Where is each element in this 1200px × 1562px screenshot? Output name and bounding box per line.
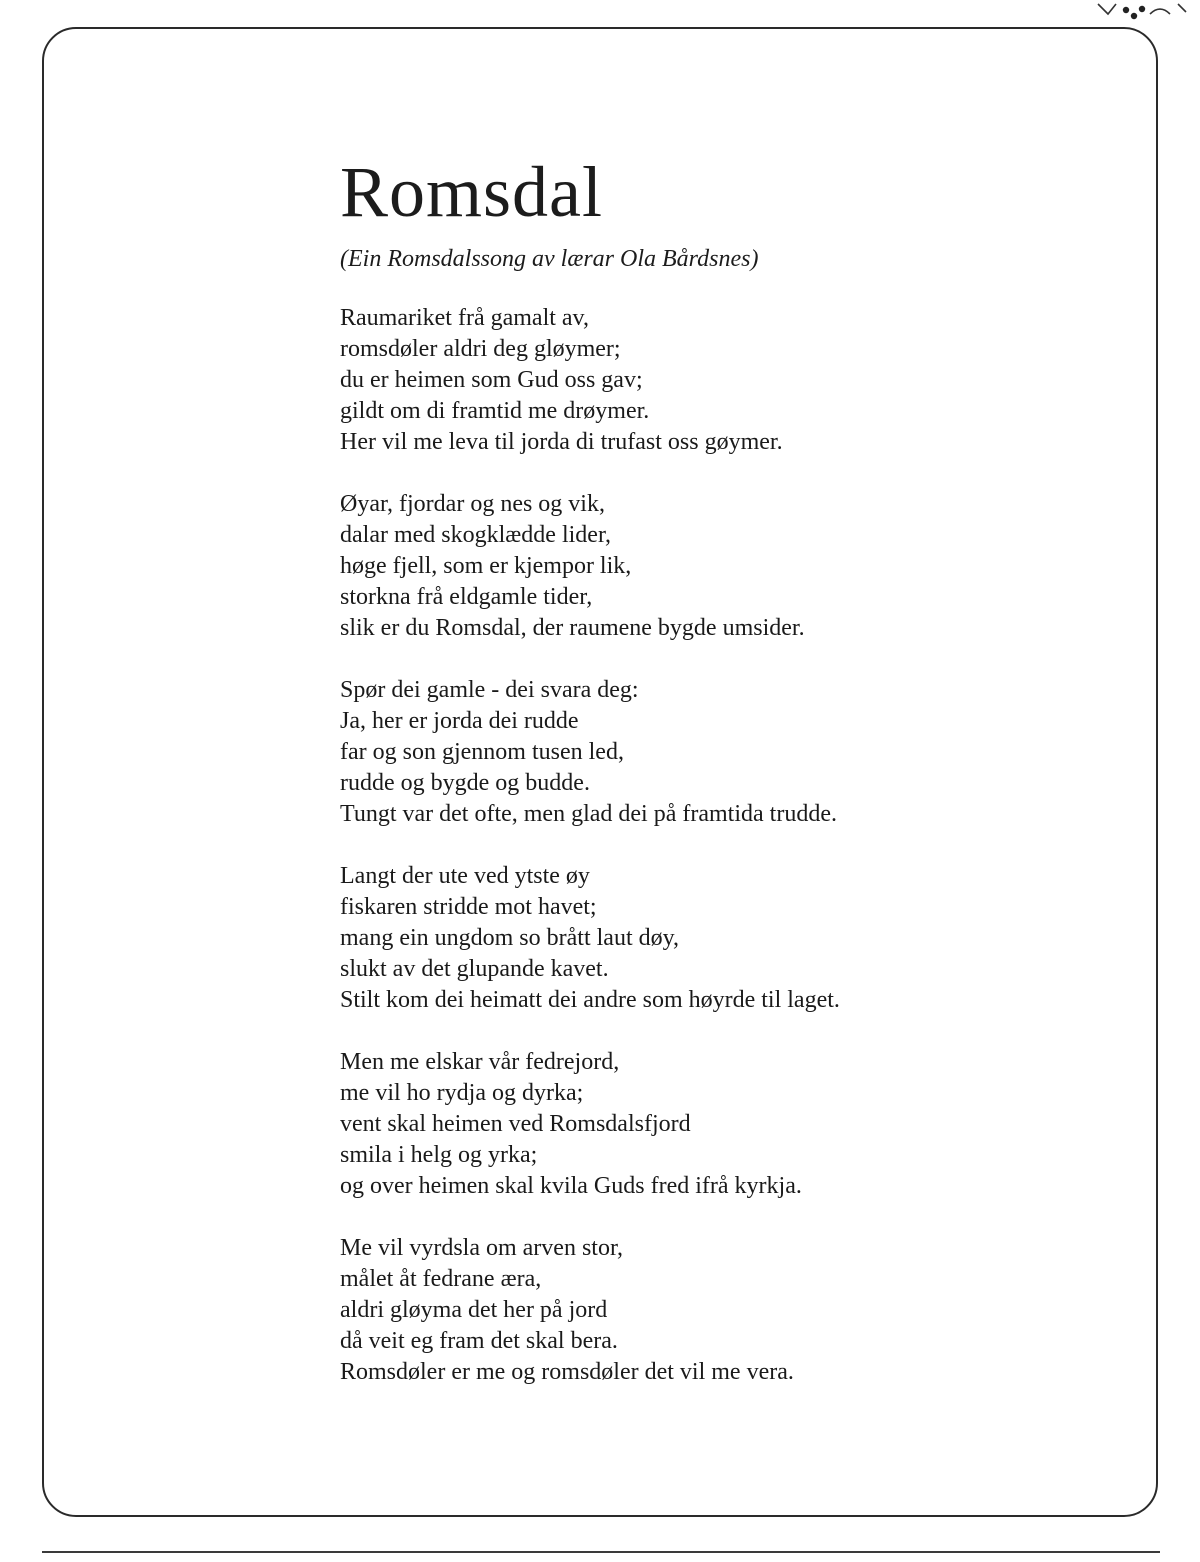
poem-line: fiskaren stridde mot havet; [340,894,597,920]
poem-line: me vil ho rydja og dyrka; [340,1080,584,1106]
stanza-2 [340,489,1100,644]
poem-line: dalar med skogklædde lider, [340,522,611,548]
poem-line: Her vil me leva til jorda di trufast oss gøymer. [340,429,783,455]
poem-line: målet åt fedrane æra, [340,1266,542,1292]
poem-line: romsdøler aldri deg gløymer; [340,336,621,362]
poem-line: far og son gjennom tusen led, [340,739,624,765]
poem-subtitle: (Ein Romsdalssong av lærar Ola Bårdsnes) [340,246,759,272]
poem-line: rudde og bygde og budde. [340,770,590,796]
poem-content [340,150,1100,1419]
poem-stanzas [340,303,1100,1388]
poem-line: Me vil vyrdsla om arven stor, [340,1235,623,1261]
corner-ornament-icon [1094,0,1194,22]
bottom-divider [42,1551,1160,1553]
poem-line: vent skal heimen ved Romsdalsfjord [340,1111,691,1137]
poem-line: Stilt kom dei heimatt dei andre som høyrde til laget. [340,987,840,1013]
poem-line: høge fjell, som er kjempor lik, [340,553,632,579]
poem-title: Romsdal [340,152,604,232]
poem-line: du er heimen som Gud oss gav; [340,367,643,393]
stanza-4 [340,861,1100,1016]
stanza-6 [340,1233,1100,1388]
poem-line: Raumariket frå gamalt av, [340,305,589,331]
poem-line: slik er du Romsdal, der raumene bygde umsider. [340,615,805,641]
poem-line: aldri gløyma det her på jord [340,1297,608,1323]
poem-line: Ja, her er jorda dei rudde [340,708,579,734]
poem-line: mang ein ungdom so brått laut døy, [340,925,680,951]
stanza-3 [340,675,1100,830]
poem-line: slukt av det glupande kavet. [340,956,609,982]
poem-line: då veit eg fram det skal bera. [340,1328,618,1354]
poem-line: storkna frå eldgamle tider, [340,584,593,610]
stanza-1 [340,303,1100,458]
poem-line: Øyar, fjordar og nes og vik, [340,491,605,517]
poem-line: og over heimen skal kvila Guds fred ifrå kyrkja. [340,1173,802,1199]
poem-line: smila i helg og yrka; [340,1142,538,1168]
poem-line: Langt der ute ved ytste øy [340,863,590,889]
poem-line: Spør dei gamle - dei svara deg: [340,677,639,703]
stanza-5 [340,1047,1100,1202]
poem-line: Tungt var det ofte, men glad dei på framtida trudde. [340,801,837,827]
poem-line: Men me elskar vår fedrejord, [340,1049,620,1075]
poem-line: gildt om di framtid me drøymer. [340,398,650,424]
poem-line: Romsdøler er me og romsdøler det vil me vera. [340,1359,794,1385]
